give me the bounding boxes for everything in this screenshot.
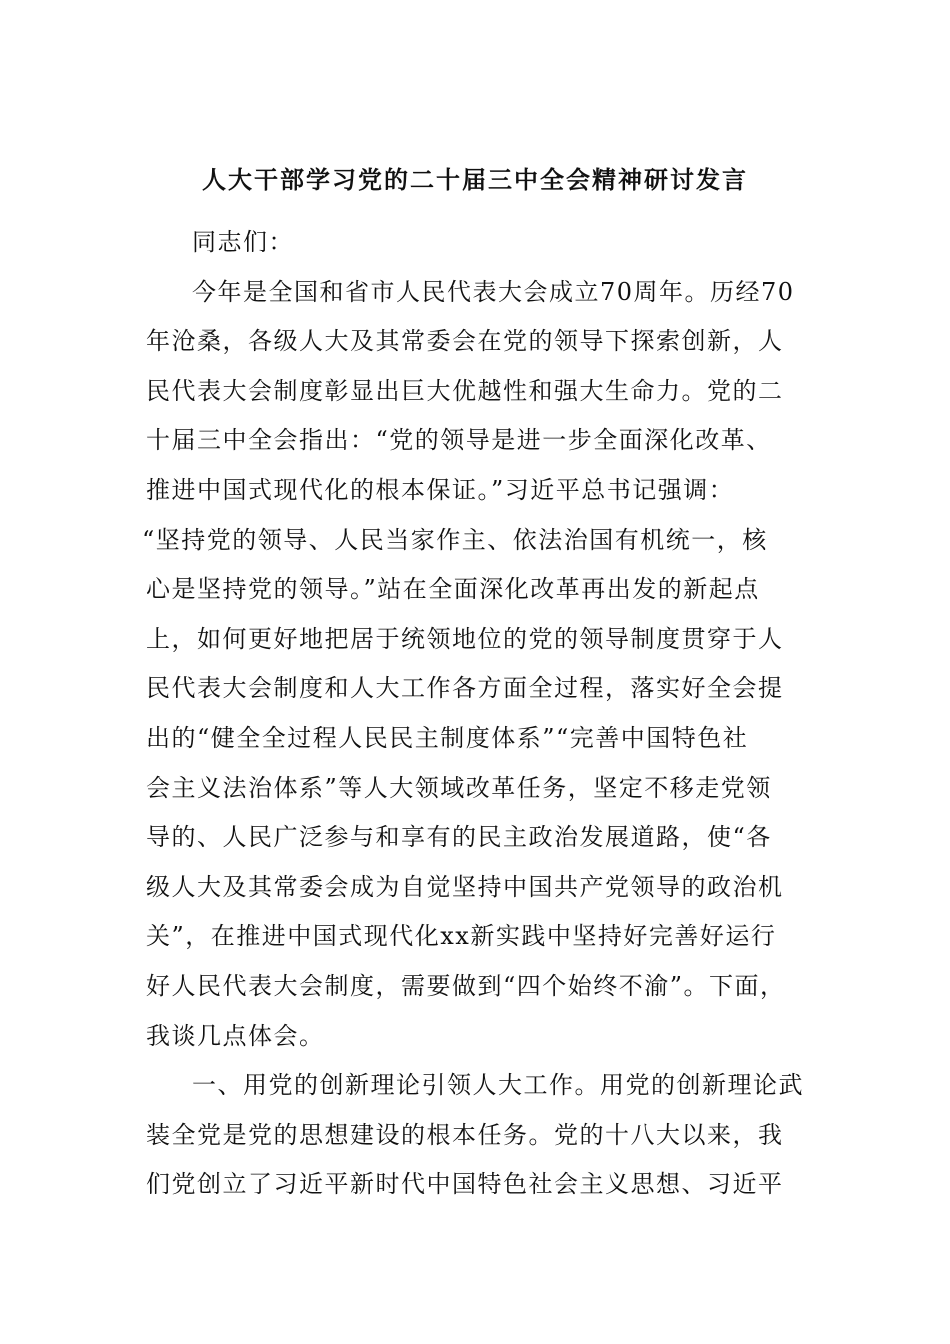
document-title: 人大干部学习党的二十届三中全会精神研讨发言 (202, 165, 748, 194)
paragraph-line: 出的“健全全过程人民民主制度体系”“完善中国特色社 (146, 723, 749, 752)
paragraph-line: 导的、人民广泛参与和享有的民主政治发展道路，使“各 (146, 823, 772, 852)
salutation-line: 同志们： (192, 228, 294, 256)
paragraph-line: 心是坚持党的领导。”站在全面深化改革再出发的新起点 (146, 575, 760, 604)
paragraph-line: 民代表大会制度彰显出巨大优越性和强大生命力。党的二 (146, 376, 784, 405)
paragraph-line: “坚持党的领导、人民当家作主、依法治国有机统一，核 (142, 525, 768, 554)
paragraph-line: 好人民代表大会制度，需要做到“四个始终不渝”。下面， (146, 971, 786, 1000)
paragraph-line: 装全党是党的思想建设的根本任务。党的十八大以来，我 (146, 1120, 784, 1149)
paragraph-line: 我谈几点体会。 (146, 1021, 325, 1050)
section-heading-line: 一、用党的创新理论引领人大工作。用党的创新理论武 (192, 1071, 804, 1100)
paragraph-line: 民代表大会制度和人大工作各方面全过程，落实好全会提 (146, 674, 784, 703)
paragraph-line: 上，如何更好地把居于统领地位的党的领导制度贯穿于人 (146, 624, 784, 653)
paragraph-line: 今年是全国和省市人民代表大会成立70周年。历经70 (192, 277, 795, 306)
paragraph-line: 十届三中全会指出：“党的领导是进一步全面深化改革、 (146, 426, 772, 455)
paragraph-line: 会主义法治体系”等人大领域改革任务，坚定不移走党领 (146, 773, 772, 802)
paragraph-line: 们党创立了习近平新时代中国特色社会主义思想、习近平 (146, 1170, 784, 1199)
paragraph-line: 关”，在推进中国式现代化xx新实践中坚持好完善好运行 (146, 922, 777, 951)
document-body (142, 218, 804, 1210)
paragraph-line: 推进中国式现代化的根本保证。”习近平总书记强调： (146, 475, 735, 504)
paragraph-line: 级人大及其常委会成为自觉坚持中国共产党领导的政治机 (146, 872, 784, 901)
paragraph-line: 年沧桑，各级人大及其常委会在党的领导下探索创新，人 (146, 327, 784, 356)
